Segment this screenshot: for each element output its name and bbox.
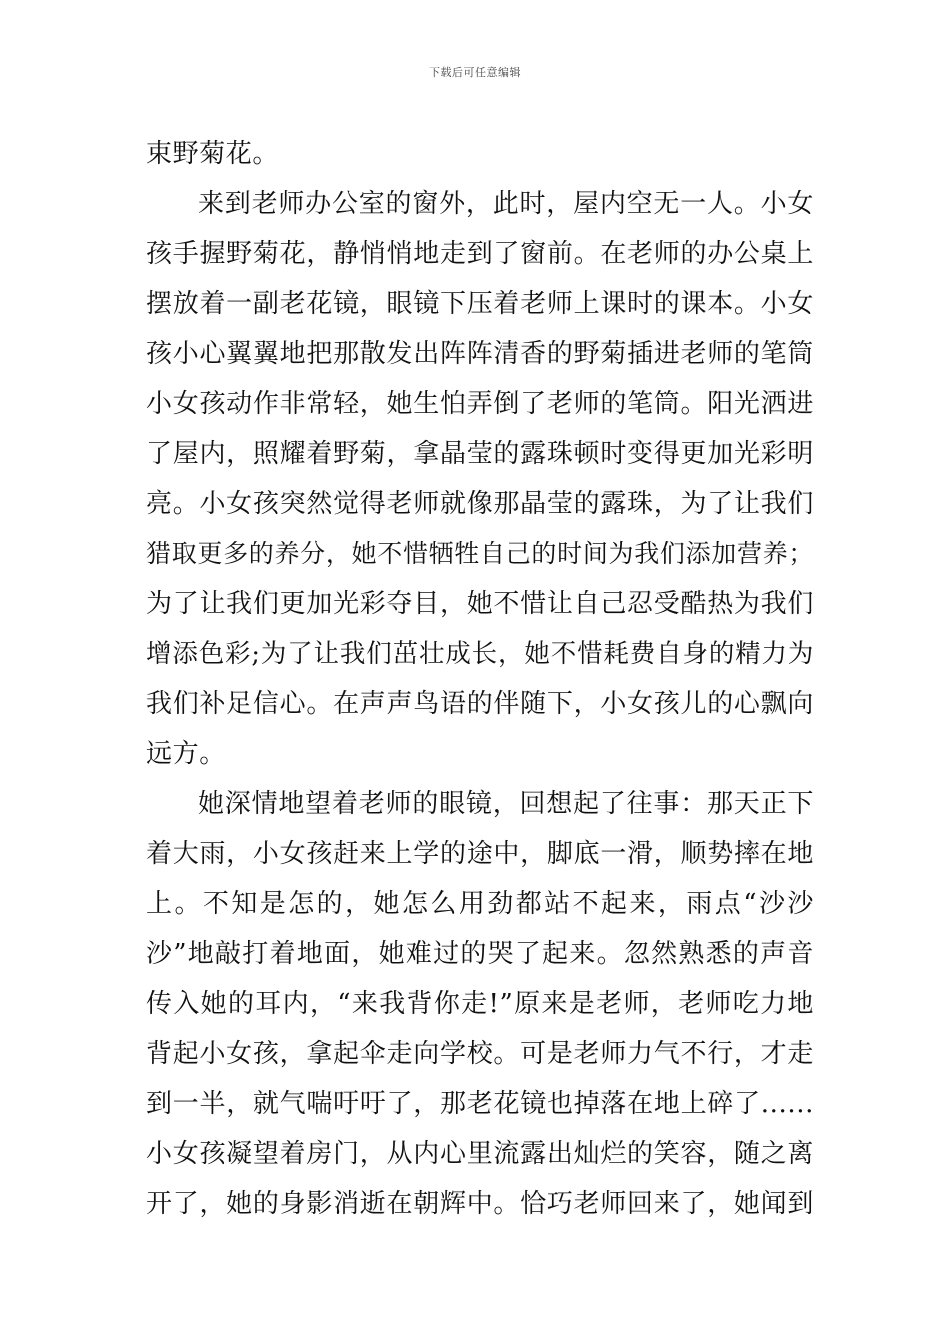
text-line: 到一半，就气喘吁吁了，那老花镜也掉落在地上碎了...... — [146, 1089, 814, 1119]
text-line: 猎取更多的养分，她不惜牺牲自己的时间为我们添加营养； — [146, 539, 814, 568]
text-line: 摆放着一副老花镜，眼镜下压着老师上课时的课本。小女 — [146, 289, 814, 319]
text-line: 她深情地望着老师的眼镜，回想起了往事：那天正下 — [198, 789, 814, 819]
text-line: 为了让我们更加光彩夺目，她不惜让自己忍受酷热为我们 — [146, 589, 814, 619]
text-line: 我们补足信心。在声声鸟语的伴随下，小女孩儿的心飘向 — [146, 689, 814, 719]
text-line: 远方。 — [146, 739, 226, 769]
text-line: 亮。小女孩突然觉得老师就像那晶莹的露珠，为了让我们 — [146, 489, 814, 519]
text-line: 了屋内，照耀着野菊，拿晶莹的露珠顿时变得更加光彩明 — [146, 439, 814, 469]
text-line: 沙”地敲打着地面，她难过的哭了起来。忽然熟悉的声音 — [146, 939, 814, 969]
text-line: 来到老师办公室的窗外，此时，屋内空无一人。小女 — [198, 189, 814, 219]
text-line: 小女孩动作非常轻，她生怕弄倒了老师的笔筒。阳光洒进 — [146, 389, 814, 419]
text-line: 孩手握野菊花，静悄悄地走到了窗前。在老师的办公桌上 — [146, 239, 814, 269]
body-text — [146, 129, 814, 1229]
text-line: 背起小女孩，拿起伞走向学校。可是老师力气不行，才走 — [146, 1039, 814, 1069]
text-line: 束野菊花。 — [146, 139, 280, 169]
page-header: 下载后可任意编辑 — [429, 66, 521, 79]
text-line: 增添色彩;为了让我们茁壮成长，她不惜耗费自身的精力为 — [146, 639, 814, 669]
text-line: 开了，她的身影消逝在朝辉中。恰巧老师回来了，她闻到 — [146, 1189, 814, 1219]
text-line: 传入她的耳内，“来我背你走!”原来是老师，老师吃力地 — [146, 989, 814, 1019]
text-line: 着大雨，小女孩赶来上学的途中，脚底一滑，顺势摔在地 — [146, 839, 814, 869]
text-line: 上。不知是怎的，她怎么用劲都站不起来，雨点“沙沙 — [146, 889, 814, 919]
text-line: 孩小心翼翼地把那散发出阵阵清香的野菊插进老师的笔筒 — [146, 339, 814, 369]
text-line: 小女孩凝望着房门，从内心里流露出灿烂的笑容，随之离 — [146, 1139, 814, 1169]
